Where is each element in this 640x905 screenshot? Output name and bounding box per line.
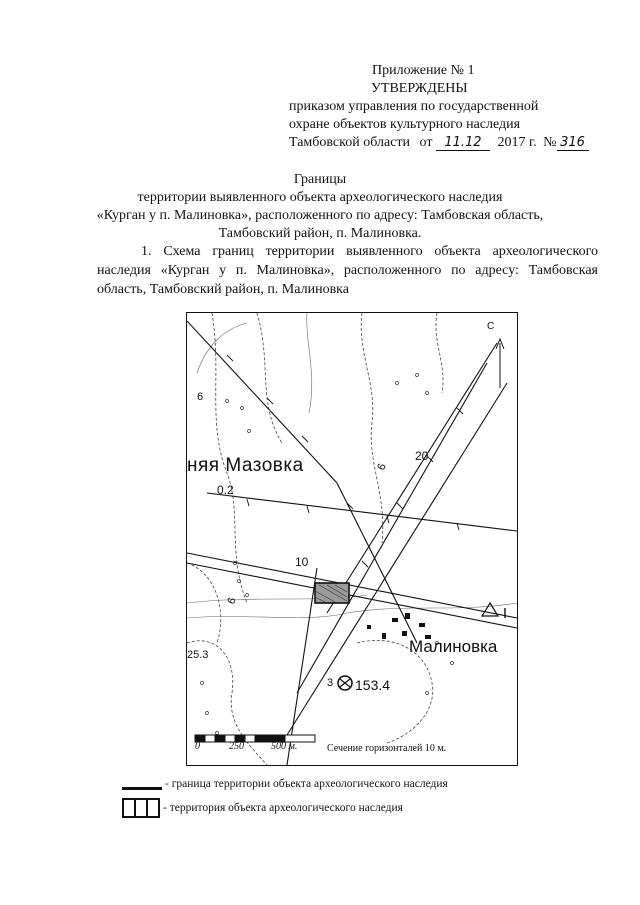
contour-6-lower: 6 (225, 596, 239, 606)
order-line-3 (289, 134, 589, 152)
order-line-1: приказом управления по государственной (289, 99, 539, 114)
label-mazovka: няя Мазовка (187, 455, 304, 476)
scale-250: 250 (229, 741, 244, 752)
date-field (436, 136, 490, 151)
title-line-2: территории выявленного объекта археологического наследия (137, 190, 503, 205)
territory-symbol (122, 798, 160, 818)
scale-0: 0 (195, 741, 200, 752)
from-text: от (419, 135, 433, 150)
north-label: С (487, 321, 495, 332)
label-malinovka: Малиновка (409, 637, 498, 656)
approved-label: УТВЕРЖДЕНЫ (371, 81, 468, 96)
region-text: Тамбовской области (289, 135, 411, 150)
title-line-1: Границы (293, 172, 347, 187)
appendix-label: Приложение № 1 (372, 63, 475, 78)
elevation-10: 10 (295, 555, 309, 569)
number-handwritten: 316 (560, 135, 585, 150)
contour-interval-note: Сечение горизонталей 10 м. (327, 743, 447, 754)
map-frame (186, 312, 518, 766)
elevation-20: 20 (415, 449, 429, 463)
map-drawing (187, 313, 517, 765)
contour-6-right: 6 (375, 462, 389, 472)
year-text: 2017 г. (497, 135, 537, 150)
elevation-0-2: 0.2 (217, 483, 234, 497)
number-sign: № (543, 135, 557, 150)
elevation-153-4: 153.4 (355, 677, 391, 693)
order-line-2: охране объектов культурного наследия (289, 117, 521, 132)
contour-6-left: 6 (197, 391, 204, 403)
section-paragraph: 1. Схема границ территории выявленного объекта археологического наследия «Курган у п. Малиновка», расположенного по адресу: Тамбовская область, Тамбовский район, п. Малиновка (97, 244, 598, 297)
number-field (557, 136, 589, 151)
legend-territory: - территория объекта археологического наследия (163, 802, 403, 814)
title-line-4: Тамбовский район, п. Малиновка. (218, 226, 422, 241)
legend-boundary: - граница территории объекта археологического наследия (165, 778, 448, 790)
kurgan-number: 3 (327, 677, 334, 689)
elevation-25-3: 25.3 (187, 649, 209, 661)
date-handwritten: 11.12 (444, 135, 482, 150)
title-line-3: «Курган у п. Малиновка», расположенного по адресу: Тамбовская область, (96, 208, 544, 223)
boundary-line-symbol (122, 787, 162, 790)
scale-500: 500 м. (271, 741, 298, 752)
